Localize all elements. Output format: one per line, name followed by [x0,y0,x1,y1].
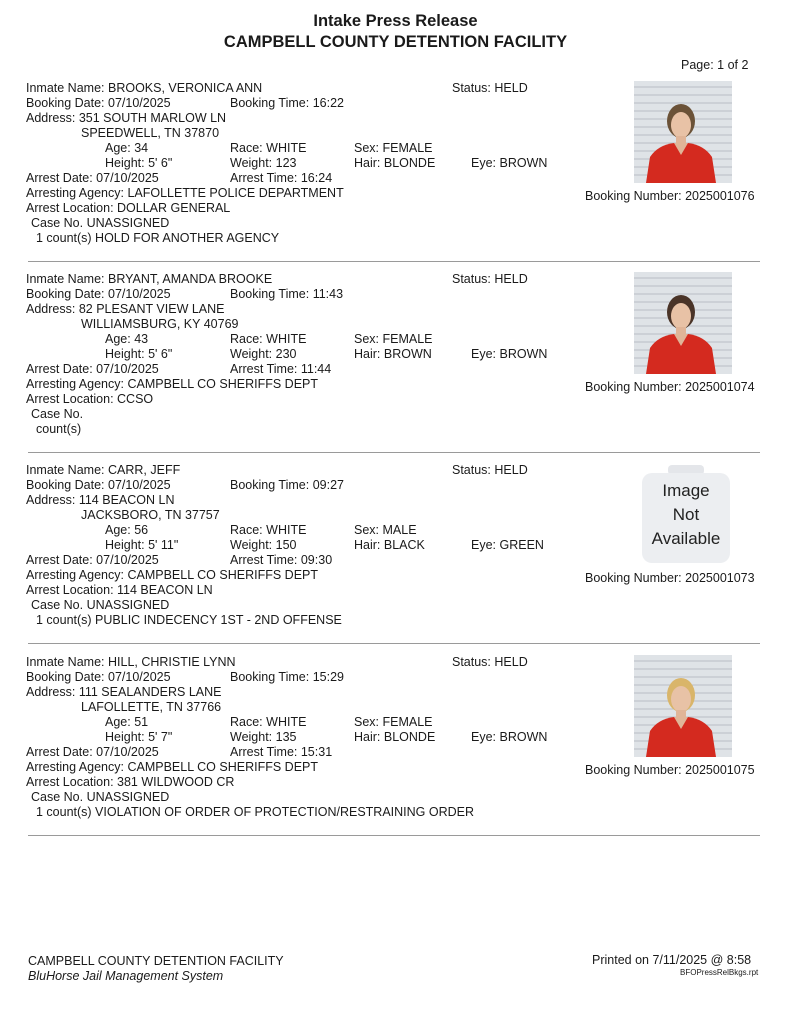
booking-time-row: Booking Time: 11:43 [230,287,344,301]
inmate-name-row: Inmate Name: HILL, CHRISTIE LYNN [26,655,236,669]
arrest-date-row: Arrest Date: 07/10/2025 [26,745,159,759]
arrest-time-row: Arrest Time: 11:44 [230,362,332,376]
arrest-time-row: Arrest Time: 09:30 [230,553,333,567]
booking-time-row: Booking Time: 16:22 [230,96,344,110]
sex-row: Sex: FEMALE [354,141,433,155]
age-row: Age: 34 [105,141,149,155]
no-image-text: Image [662,481,710,500]
case-number-row: Case No. UNASSIGNED [31,216,170,230]
entry-divider [28,452,760,453]
address-city-row: LAFOLLETTE, TN 37766 [81,700,222,714]
arresting-agency-row: Arresting Agency: CAMPBELL CO SHERIFFS DEPT [26,760,318,774]
entry-divider [28,261,760,262]
arresting-agency-row: Arresting Agency: LAFOLLETTE POLICE DEPARTMENT [26,186,344,200]
age-row: Age: 43 [105,332,149,346]
address-row: Address: 111 SEALANDERS LANE [26,685,222,699]
printed-timestamp: Printed on 7/11/2025 @ 8:58 [592,953,752,967]
inmate-entry [0,463,791,655]
booking-number-row: Booking Number: 2025001075 [585,763,755,777]
address-row: Address: 351 SOUTH MARLOW LN [26,111,227,125]
booking-time-row: Booking Time: 15:29 [230,670,344,684]
hair-row: Hair: BLACK [354,538,425,552]
footer-facility: CAMPBELL COUNTY DETENTION FACILITY [28,954,284,968]
case-number-row: Case No. UNASSIGNED [31,598,170,612]
weight-row: Weight: 123 [230,156,297,170]
booking-date-row: Booking Date: 07/10/2025 [26,287,171,301]
inmate-name-row: Inmate Name: BRYANT, AMANDA BROOKE [26,272,273,286]
arrest-location-row: Arrest Location: DOLLAR GENERAL [26,201,231,215]
status-row: Status: HELD [452,655,528,669]
arrest-time-row: Arrest Time: 16:24 [230,171,333,185]
eye-row: Eye: BROWN [471,730,548,744]
hair-row: Hair: BLONDE [354,156,436,170]
charges-row: 1 count(s) HOLD FOR ANOTHER AGENCY [36,231,280,245]
height-row: Height: 5' 11" [105,538,179,552]
address-row: Address: 114 BEACON LN [26,493,175,507]
arrest-location-row: Arrest Location: 381 WILDWOOD CR [26,775,235,789]
arrest-date-row: Arrest Date: 07/10/2025 [26,362,159,376]
sex-row: Sex: MALE [354,523,417,537]
address-city-row: JACKSBORO, TN 37757 [81,508,220,522]
case-number-row: Case No. UNASSIGNED [31,790,170,804]
report-filename: BFOPressRelBkgs.rpt [680,968,759,977]
race-row: Race: WHITE [230,715,307,729]
hair-row: Hair: BROWN [354,347,432,361]
eye-row: Eye: BROWN [471,156,548,170]
mugshot-photo [634,81,732,183]
inmate-name-row: Inmate Name: CARR, JEFF [26,463,181,477]
height-row: Height: 5' 6" [105,156,173,170]
arrest-time-row: Arrest Time: 15:31 [230,745,333,759]
status-row: Status: HELD [452,272,528,286]
inmate-entry [0,655,791,847]
eye-row: Eye: GREEN [471,538,544,552]
report-title: Intake Press Release [313,12,478,30]
no-image-text: Available [651,529,721,548]
booking-date-row: Booking Date: 07/10/2025 [26,670,171,684]
status-row: Status: HELD [452,81,528,95]
charges-row: count(s) [36,422,82,436]
charges-row: 1 count(s) VIOLATION OF ORDER OF PROTECTION/RESTRAINING ORDER [36,805,475,819]
page-number: Page: 1 of 2 [681,58,749,72]
weight-row: Weight: 150 [230,538,297,552]
hair-row: Hair: BLONDE [354,730,436,744]
arrest-date-row: Arrest Date: 07/10/2025 [26,553,159,567]
booking-number-row: Booking Number: 2025001074 [585,380,755,394]
status-row: Status: HELD [452,463,528,477]
inmate-entry [0,81,791,273]
entry-divider [28,835,760,836]
booking-date-row: Booking Date: 07/10/2025 [26,96,171,110]
address-row: Address: 82 PLESANT VIEW LANE [26,302,225,316]
arresting-agency-row: Arresting Agency: CAMPBELL CO SHERIFFS DEPT [26,377,318,391]
case-number-row: Case No. [31,407,84,421]
arrest-location-row: Arrest Location: CCSO [26,392,154,406]
address-city-row: WILLIAMSBURG, KY 40769 [81,317,239,331]
weight-row: Weight: 230 [230,347,297,361]
height-row: Height: 5' 6" [105,347,173,361]
race-row: Race: WHITE [230,523,307,537]
age-row: Age: 56 [105,523,149,537]
entry-divider [28,643,760,644]
image-not-available-placeholder [638,463,734,565]
race-row: Race: WHITE [230,141,307,155]
sex-row: Sex: FEMALE [354,332,433,346]
mugshot-photo [634,655,732,757]
footer-system: BluHorse Jail Management System [28,969,224,983]
sex-row: Sex: FEMALE [354,715,433,729]
booking-number-row: Booking Number: 2025001076 [585,189,755,203]
arrest-date-row: Arrest Date: 07/10/2025 [26,171,159,185]
address-city-row: SPEEDWELL, TN 37870 [81,126,220,140]
arrest-location-row: Arrest Location: 114 BEACON LN [26,583,213,597]
charges-row: 1 count(s) PUBLIC INDECENCY 1ST - 2ND OFFENSE [36,613,342,627]
eye-row: Eye: BROWN [471,347,548,361]
booking-date-row: Booking Date: 07/10/2025 [26,478,171,492]
no-image-text: Not [672,505,700,524]
inmate-name-row: Inmate Name: BROOKS, VERONICA ANN [26,81,263,95]
race-row: Race: WHITE [230,332,307,346]
height-row: Height: 5' 7" [105,730,173,744]
facility-title: CAMPBELL COUNTY DETENTION FACILITY [223,33,568,51]
mugshot-photo [634,272,732,374]
weight-row: Weight: 135 [230,730,297,744]
booking-number-row: Booking Number: 2025001073 [585,571,755,585]
arresting-agency-row: Arresting Agency: CAMPBELL CO SHERIFFS DEPT [26,568,318,582]
age-row: Age: 51 [105,715,149,729]
inmate-entry [0,272,791,464]
booking-time-row: Booking Time: 09:27 [230,478,344,492]
